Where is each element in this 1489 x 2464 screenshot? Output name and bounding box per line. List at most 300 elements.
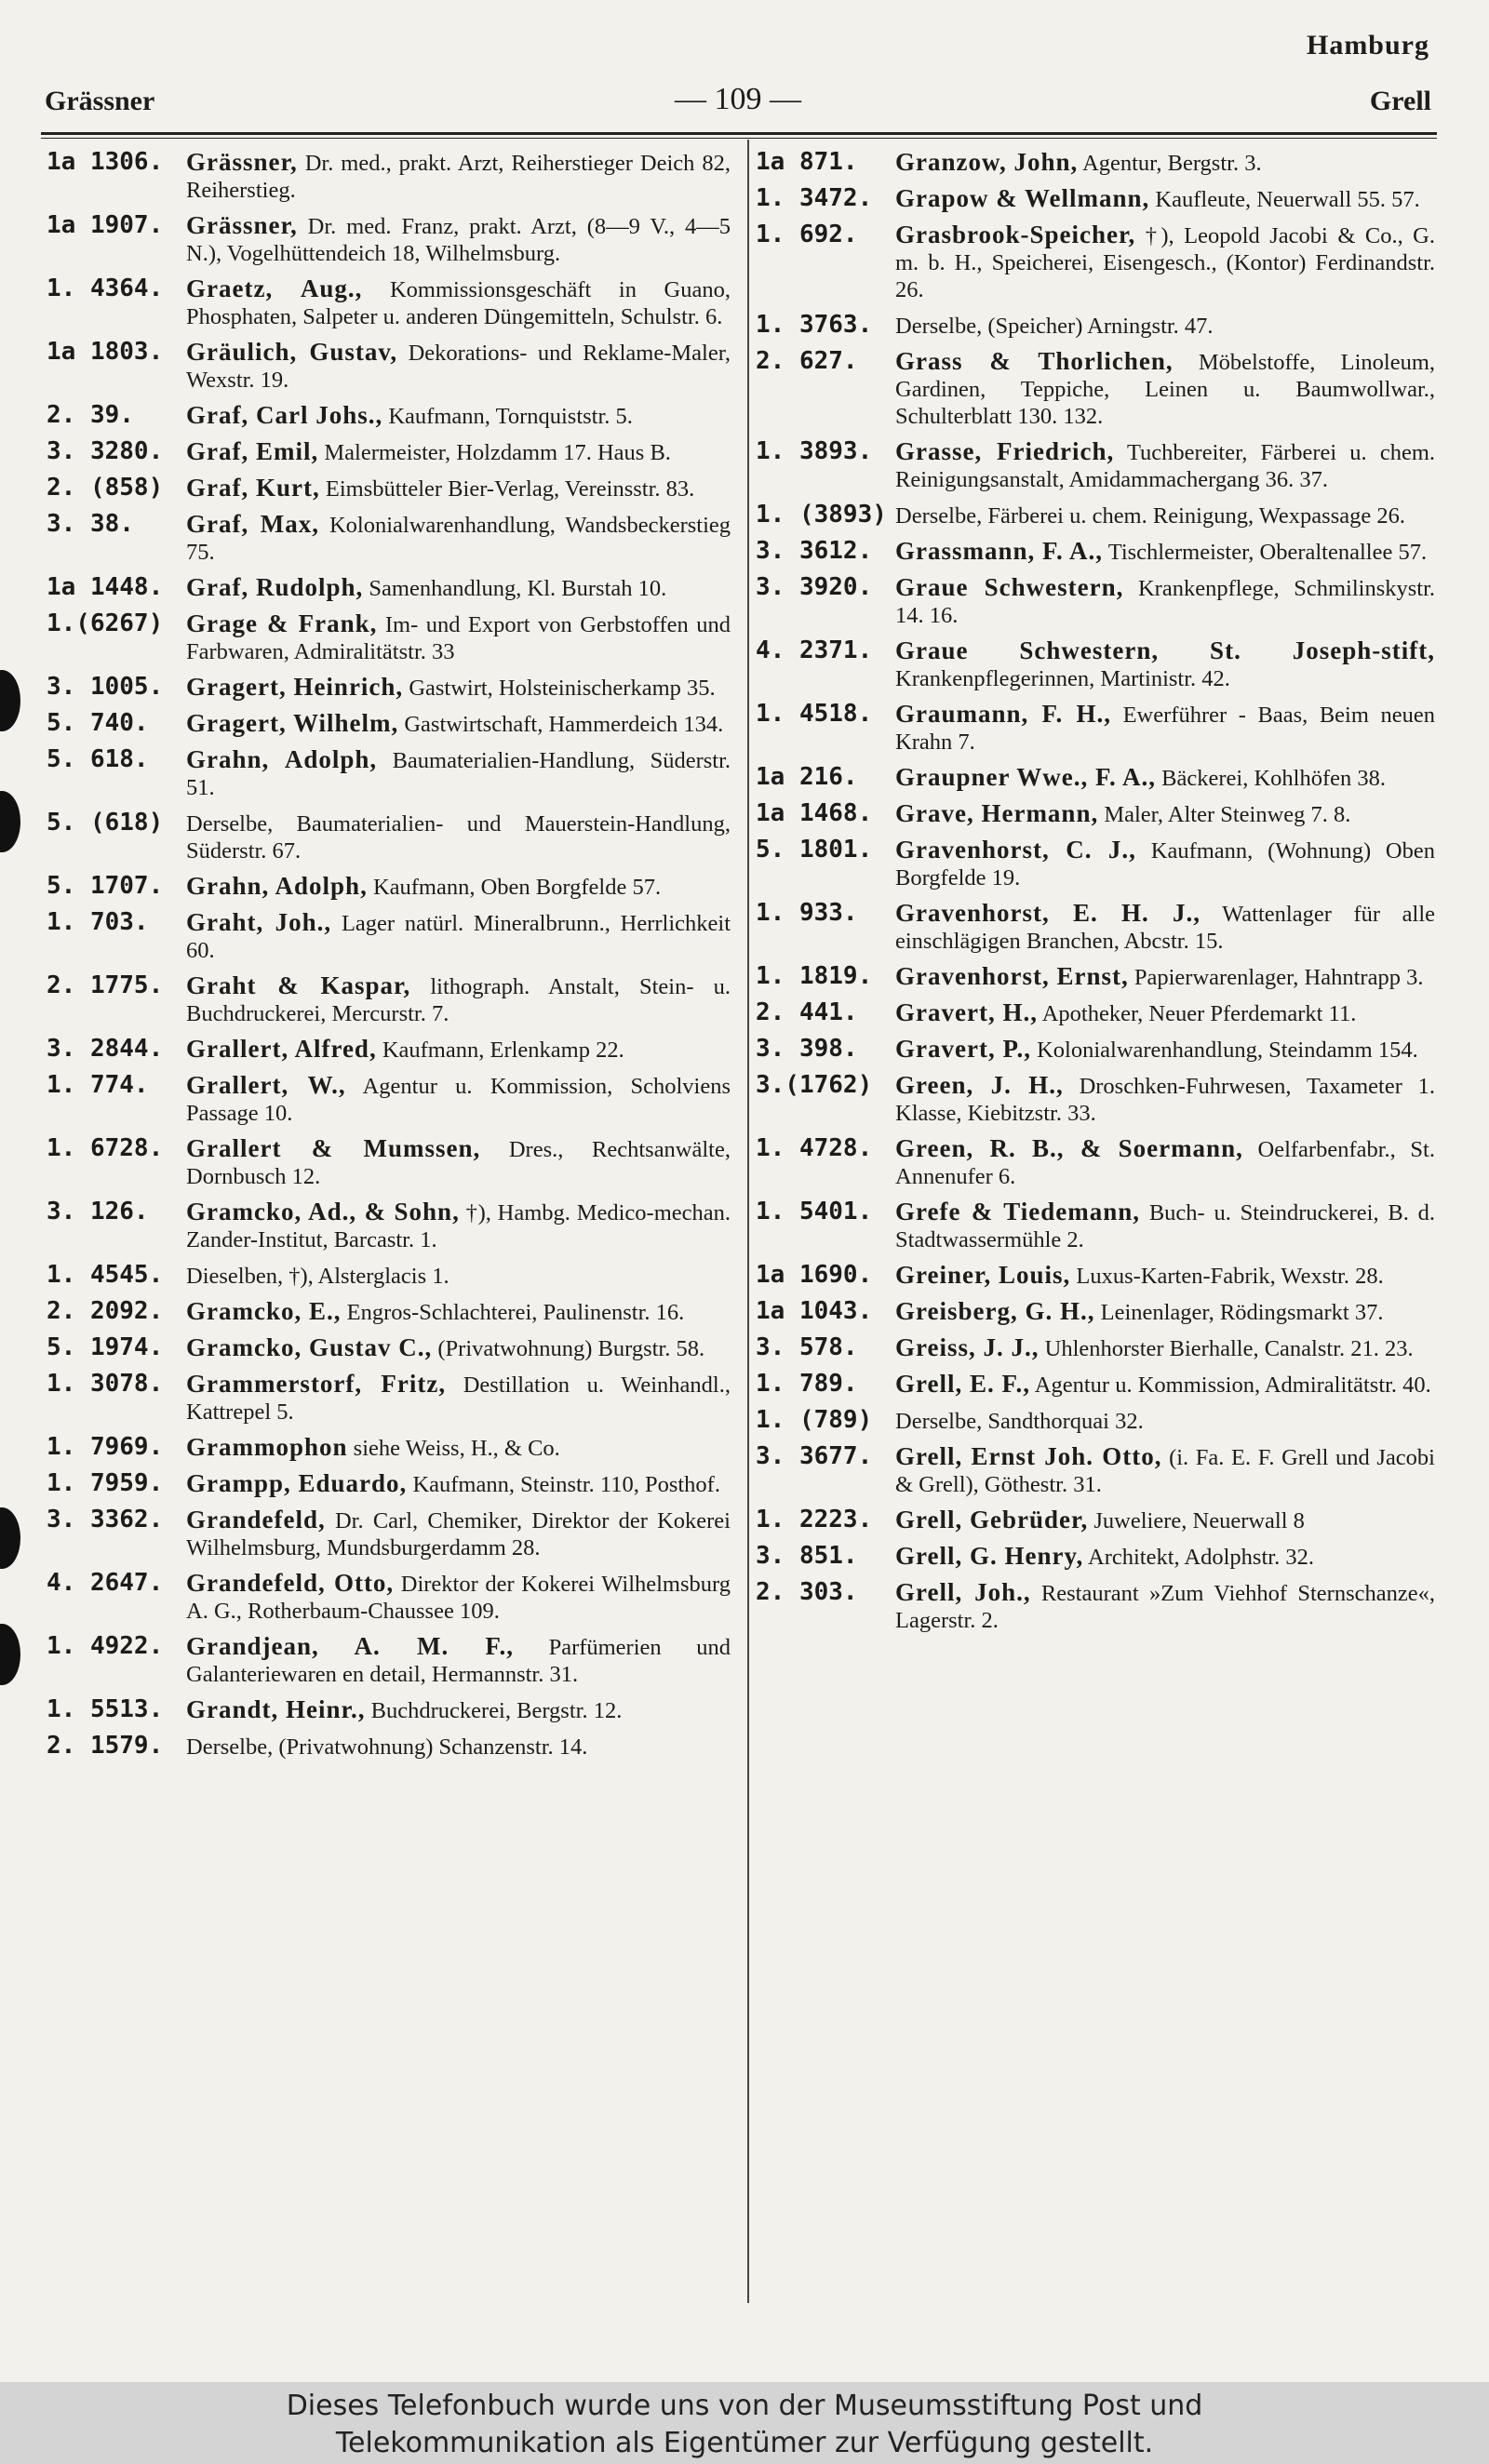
entry-description: Gastwirtschaft, Hammerdeich 134. xyxy=(404,712,724,737)
subscriber-name: Grandefeld, xyxy=(186,1506,326,1533)
entry-text xyxy=(186,402,731,430)
directory-entry xyxy=(756,837,1435,891)
phone-number: 1. 4518. xyxy=(756,700,873,728)
subscriber-name: Grammerstorf, Fritz, xyxy=(186,1370,447,1398)
directory-entry xyxy=(47,339,731,394)
phone-number: 1. 7969. xyxy=(47,1433,164,1461)
entry-description: Tischlermeister, Oberaltenallee 57. xyxy=(1107,540,1428,565)
phone-number: 1. 789. xyxy=(756,1370,858,1398)
entry-text xyxy=(186,1733,731,1761)
phone-number: 1a 1306. xyxy=(47,148,164,176)
directory-entry xyxy=(47,746,731,801)
subscriber-name: Grass & Thorlichen, xyxy=(895,347,1174,375)
directory-entry xyxy=(47,149,731,204)
directory-entry xyxy=(47,972,731,1027)
entry-text xyxy=(895,1036,1435,1064)
directory-entry xyxy=(47,1733,731,1761)
phone-number: 3. 2844. xyxy=(47,1035,164,1063)
punch-hole xyxy=(0,791,20,852)
entry-description: Kaufmann, Tornquiststr. 5. xyxy=(388,404,633,429)
entry-text xyxy=(895,637,1435,692)
entry-text xyxy=(186,1434,731,1462)
entry-text xyxy=(895,1199,1435,1253)
phone-number: 2. 39. xyxy=(47,401,134,429)
entry-text xyxy=(895,312,1435,340)
directory-entry xyxy=(756,1298,1435,1326)
entry-text xyxy=(186,1262,731,1290)
entry-description: Uhlenhorster Bierhalle, Canalstr. 21. 23. xyxy=(1044,1336,1414,1361)
subscriber-name: Graf, Rudolph, xyxy=(186,573,364,601)
entry-description: Buch- u. Steindruckerei, B. d. Stadtwassermühle 2. xyxy=(895,1200,1436,1252)
directory-entry xyxy=(47,574,731,602)
entry-description: Kommissionsgeschäft in Guano, Phosphaten, Salpeter u. anderen Düngemitteln, Schulstr. 6. xyxy=(186,277,731,329)
subscriber-name: Graf, Kurt, xyxy=(186,474,320,502)
entry-description: Lager natürl. Mineralbrunn., Herrlichkeit 60. xyxy=(186,911,731,963)
phone-number: 3. 398. xyxy=(756,1035,858,1063)
directory-entry xyxy=(756,999,1435,1027)
directory-entry xyxy=(47,1470,731,1498)
directory-entry xyxy=(47,1570,731,1625)
subscriber-name: Grave, Hermann, xyxy=(895,799,1099,827)
entry-description: †), Hambg. Medico-mechan. Zander-Institut, Barcastr. 1. xyxy=(186,1200,731,1252)
entry-description: Oelfarbenfabr., St. Annenufer 6. xyxy=(895,1137,1435,1189)
entry-description: Kolonialwarenhandlung, Steindamm 154. xyxy=(1037,1038,1418,1063)
phone-number: 1a 1043. xyxy=(756,1297,873,1325)
directory-entry xyxy=(47,1434,731,1462)
directory-entry xyxy=(756,1443,1435,1498)
entry-description: Leinenlager, Rödingsmarkt 37. xyxy=(1100,1300,1384,1325)
entry-description: Möbelstoffe, Linoleum, Gardinen, Teppiche, Leinen u. Baumwollwar., Schulterblatt 130. 132. xyxy=(895,350,1435,429)
entry-text xyxy=(186,574,731,602)
entry-description: Dekorations- und Reklame-Maler, Wexstr. 19. xyxy=(186,341,731,393)
subscriber-name: Gravenhorst, C. J., xyxy=(895,836,1136,864)
entry-text xyxy=(186,149,731,204)
entry-description: Kolonialwarenhandlung, Wandsbeckerstieg 75. xyxy=(186,513,731,565)
entry-text xyxy=(895,502,1435,529)
phone-number: 1. 4922. xyxy=(47,1632,164,1660)
entry-description: Agentur u. Kommission, Scholviens Passage 10. xyxy=(186,1074,731,1126)
entry-description: (Privatwohnung) Burgstr. 58. xyxy=(437,1336,705,1361)
directory-entry xyxy=(47,610,731,665)
entry-description: Gastwirt, Holsteinischerkamp 35. xyxy=(409,676,716,701)
entry-description: Direktor der Kokerei Wilhelmsburg A. G., Rotherbaum-Chaussee 109. xyxy=(186,1572,731,1624)
directory-entry xyxy=(47,275,731,330)
directory-entry xyxy=(47,1262,731,1290)
entry-description: Destillation u. Weinhandl., Kattrepel 5. xyxy=(186,1373,731,1425)
directory-entry xyxy=(47,1334,731,1362)
directory-entry xyxy=(756,963,1435,991)
entry-description: Parfümerien und Galanteriewaren en detail, Hermannstr. 31. xyxy=(186,1635,731,1687)
entry-description: Eimsbütteler Bier-Verlag, Vereinsstr. 83. xyxy=(325,476,695,502)
subscriber-name: Graht, Joh., xyxy=(186,908,332,936)
directory-entry xyxy=(47,475,731,502)
subscriber-name: Graue Schwestern, St. Joseph-stift, xyxy=(895,636,1435,664)
subscriber-name: Grandefeld, Otto, xyxy=(186,1569,395,1597)
footer-line-1: Dieses Telefonbuch wurde uns von der Museumsstiftung Post und xyxy=(286,2390,1203,2422)
directory-entry xyxy=(756,574,1435,629)
right-keyword: Grell xyxy=(1369,86,1431,116)
entry-description: Derselbe, (Speicher) Arningstr. 47. xyxy=(895,314,1214,339)
subscriber-name: Graetz, Aug., xyxy=(186,275,363,302)
subscriber-name: Grasbrook-Speicher, xyxy=(895,221,1136,248)
entry-description: Architekt, Adolphstr. 32. xyxy=(1088,1545,1314,1570)
entry-description: Krankenpflegerinnen, Martinistr. 42. xyxy=(895,666,1230,691)
subscriber-name: Gramcko, Ad., & Sohn, xyxy=(186,1198,460,1225)
phone-number: 1. 4728. xyxy=(756,1134,873,1162)
footer-line-2: Telekommunikation als Eigentümer zur Verfügung gestellt. xyxy=(335,2427,1154,2459)
entry-description: Kaufmann, Oben Borgfelde 57. xyxy=(372,875,662,900)
phone-number: 4. 2371. xyxy=(756,636,873,664)
entry-text xyxy=(895,701,1435,756)
subscriber-name: Gravenhorst, E. H. J., xyxy=(895,899,1201,927)
entry-text xyxy=(186,339,731,394)
directory-entry xyxy=(47,810,731,864)
entry-description: Maler, Alter Steinweg 7. 8. xyxy=(1104,802,1351,827)
phone-number: 2. 441. xyxy=(756,998,858,1026)
left-keyword: Grässner xyxy=(45,86,155,116)
phone-number: 3. 38. xyxy=(47,510,134,538)
entry-description: Kaufleute, Neuerwall 55. 57. xyxy=(1155,187,1420,212)
entry-description: Bäckerei, Kohlhöfen 38. xyxy=(1161,766,1386,791)
entry-description: Dieselben, †), Alsterglacis 1. xyxy=(186,1264,449,1289)
subscriber-name: Grefe & Tiedemann, xyxy=(895,1198,1141,1225)
directory-entry xyxy=(756,348,1435,430)
phone-number: 3. 851. xyxy=(756,1542,858,1570)
directory-entry xyxy=(47,873,731,901)
entry-text xyxy=(895,800,1435,828)
entry-text xyxy=(186,511,731,566)
entry-text xyxy=(895,963,1435,991)
phone-number: 1a 1907. xyxy=(47,211,164,239)
directory-entry xyxy=(756,1199,1435,1253)
phone-number: 1. 3893. xyxy=(756,437,873,465)
entry-description: Tuchbereiter, Färberei u. chem. Reinigungsanstalt, Amidammachergang 36. 37. xyxy=(895,440,1436,492)
phone-number: 1. (789) xyxy=(756,1406,873,1434)
entry-description: Dr. med. Franz, prakt. Arzt, (8—9 V., 4—5 N.), Vogelhüttendeich 18, Wilhelmsburg. xyxy=(186,214,731,266)
entry-description: †), Leopold Jacobi & Co., G. m. b. H., Speicherei, Eisengesch., (Kontor) Ferdinandstr. 26. xyxy=(895,223,1435,302)
subscriber-name: Grapow & Wellmann, xyxy=(895,184,1150,212)
page-header xyxy=(45,82,1431,127)
entry-text xyxy=(186,674,731,702)
directory-entry xyxy=(47,1036,731,1064)
directory-entry xyxy=(47,710,731,738)
entry-text xyxy=(186,438,731,466)
header-rule xyxy=(41,132,1437,139)
entry-text xyxy=(895,764,1435,792)
subscriber-name: Graht & Kaspar, xyxy=(186,971,411,999)
subscriber-name: Grässner, xyxy=(186,211,298,239)
directory-entry xyxy=(756,637,1435,692)
subscriber-name: Graupner Wwe., F. A., xyxy=(895,763,1157,791)
entry-text xyxy=(186,873,731,901)
entry-description: Derselbe, Färberei u. chem. Reinigung, Wexpassage 26. xyxy=(895,503,1405,529)
entry-description: Malermeister, Holzdamm 17. Haus B. xyxy=(324,440,671,465)
directory-entry xyxy=(47,1633,731,1688)
entry-text xyxy=(895,999,1435,1027)
directory-entry xyxy=(756,701,1435,756)
entry-text xyxy=(186,275,731,330)
phone-number: 1. 5401. xyxy=(756,1198,873,1225)
phone-number: 1. 774. xyxy=(47,1071,149,1099)
punch-hole xyxy=(0,1624,20,1685)
entry-text xyxy=(186,810,731,864)
subscriber-name: Gravert, H., xyxy=(895,998,1038,1026)
entry-text xyxy=(895,348,1435,430)
directory-entry xyxy=(756,1543,1435,1571)
subscriber-name: Grahn, Adolph, xyxy=(186,872,368,900)
entry-description: Derselbe, Sandthorquai 32. xyxy=(895,1409,1144,1434)
entry-description: Derselbe, (Privatwohnung) Schanzenstr. 14. xyxy=(186,1734,588,1760)
directory-entry xyxy=(756,800,1435,828)
directory-entry xyxy=(756,1262,1435,1290)
phone-number: 3. 1005. xyxy=(47,673,164,701)
entry-text xyxy=(895,1407,1435,1435)
subscriber-name: Gravenhorst, Ernst, xyxy=(895,962,1129,990)
entry-text xyxy=(186,610,731,665)
left-column xyxy=(47,149,731,1769)
entry-text xyxy=(895,1072,1435,1127)
entry-text xyxy=(186,909,731,964)
directory-entry xyxy=(47,1072,731,1127)
phone-number: 3. 3280. xyxy=(47,437,164,465)
subscriber-name: Greiss, J. J., xyxy=(895,1333,1040,1361)
phone-number: 3. 578. xyxy=(756,1333,858,1361)
phone-number: 1a 1468. xyxy=(756,799,873,827)
directory-entry xyxy=(47,438,731,466)
entry-text xyxy=(895,438,1435,493)
entry-description: (i. Fa. E. F. Grell und Jacobi & Grell), Göthestr. 31. xyxy=(895,1445,1435,1497)
entry-text xyxy=(895,574,1435,629)
entry-description: Buchdruckerei, Bergstr. 12. xyxy=(370,1698,623,1723)
phone-number: 1. 2223. xyxy=(756,1506,873,1533)
directory-entry xyxy=(47,212,731,267)
directory-entry xyxy=(47,909,731,964)
phone-number: 1. 4545. xyxy=(47,1261,164,1289)
subscriber-name: Graue Schwestern, xyxy=(895,573,1124,601)
entry-text xyxy=(186,1036,731,1064)
entry-text xyxy=(186,475,731,502)
entry-description: Droschken-Fuhrwesen, Taxameter 1. Klasse, Kiebitzstr. 33. xyxy=(895,1074,1436,1126)
phone-number: 2. 627. xyxy=(756,347,858,375)
phone-number: 1. 3763. xyxy=(756,311,873,339)
subscriber-name: Granzow, John, xyxy=(895,148,1079,176)
entry-description: Dr. med., prakt. Arzt, Reiherstieger Deich 82, Reiherstieg. xyxy=(186,151,731,203)
entry-text xyxy=(895,221,1435,303)
directory-entry xyxy=(756,764,1435,792)
directory-entry xyxy=(756,221,1435,303)
phone-number: 5. 1801. xyxy=(756,836,873,864)
phone-number: 1. 3078. xyxy=(47,1370,164,1398)
entry-text xyxy=(186,746,731,801)
subscriber-name: Grell, G. Henry, xyxy=(895,1542,1084,1570)
phone-number: 5. (618) xyxy=(47,809,164,837)
subscriber-name: Grell, Joh., xyxy=(895,1578,1031,1606)
phone-number: 1. 703. xyxy=(47,908,149,936)
entry-text xyxy=(186,1199,731,1253)
entry-text xyxy=(186,1334,731,1362)
entry-description: Kaufmann, Steinstr. 110, Posthof. xyxy=(412,1472,720,1497)
entry-text xyxy=(895,538,1435,566)
entry-description: Restaurant »Zum Viehhof Sternschanze«, Lagerstr. 2. xyxy=(895,1581,1435,1633)
phone-number: 3. 3612. xyxy=(756,537,873,565)
phone-number: 1.(6267) xyxy=(47,609,164,637)
subscriber-name: Grallert & Mumssen, xyxy=(186,1134,481,1162)
directory-entry xyxy=(756,1036,1435,1064)
subscriber-name: Green, J. H., xyxy=(895,1071,1064,1099)
directory-entry xyxy=(47,1507,731,1561)
subscriber-name: Grallert, Alfred, xyxy=(186,1035,377,1063)
entry-text xyxy=(895,185,1435,213)
phone-number: 2. 1775. xyxy=(47,971,164,999)
subscriber-name: Gramcko, Gustav C., xyxy=(186,1333,433,1361)
subscriber-name: Graf, Max, xyxy=(186,510,320,538)
directory-entry xyxy=(756,1507,1435,1534)
entry-text xyxy=(895,1334,1435,1362)
directory-entry xyxy=(47,1298,731,1326)
entry-text xyxy=(186,1633,731,1688)
phone-number: 4. 2647. xyxy=(47,1569,164,1597)
entry-description: Im- und Export von Gerbstoffen und Farbwaren, Admiralitätstr. 33 xyxy=(186,612,731,664)
entry-text xyxy=(186,1135,731,1190)
page-number: — 109 — xyxy=(675,82,801,116)
entry-description: Luxus-Karten-Fabrik, Wexstr. 28. xyxy=(1076,1264,1384,1289)
directory-entry xyxy=(47,511,731,566)
directory-entry xyxy=(47,1371,731,1426)
entry-text xyxy=(895,1543,1435,1571)
entry-description: Derselbe, Baumaterialien- und Mauerstein-Handlung, Süderstr. 67. xyxy=(186,811,731,864)
entry-text xyxy=(186,1696,731,1724)
subscriber-name: Grasse, Friedrich, xyxy=(895,437,1115,465)
subscriber-name: Gravert, P., xyxy=(895,1035,1031,1063)
directory-entry xyxy=(756,185,1435,213)
entry-description: Engros-Schlachterei, Paulinenstr. 16. xyxy=(346,1300,685,1325)
directory-entry xyxy=(756,1334,1435,1362)
footer-notice xyxy=(0,2382,1489,2464)
entry-text xyxy=(895,1262,1435,1290)
phone-number: 3. 3920. xyxy=(756,573,873,601)
subscriber-name: Grage & Frank, xyxy=(186,609,378,637)
subscriber-name: Graf, Emil, xyxy=(186,437,319,465)
phone-number: 1a 871. xyxy=(756,148,858,176)
phone-number: 1a 1803. xyxy=(47,338,164,366)
phone-number: 5. 1707. xyxy=(47,872,164,900)
subscriber-name: Grassmann, F. A., xyxy=(895,537,1104,565)
subscriber-name: Grampp, Eduardo, xyxy=(186,1469,408,1497)
directory-entry xyxy=(756,502,1435,529)
entry-text xyxy=(186,1470,731,1498)
punch-hole xyxy=(0,1507,20,1569)
directory-entry xyxy=(47,1199,731,1253)
directory-entry xyxy=(756,312,1435,340)
directory-entry xyxy=(47,674,731,702)
entry-description: Wattenlager für alle einschlägigen Branchen, Abcstr. 15. xyxy=(895,902,1436,954)
phone-number: 1a 1690. xyxy=(756,1261,873,1289)
subscriber-name: Grell, E. F., xyxy=(895,1370,1031,1398)
directory-entry xyxy=(756,1371,1435,1399)
entry-text xyxy=(895,1298,1435,1326)
entry-text xyxy=(895,1579,1435,1634)
column-divider xyxy=(747,140,749,2303)
entry-description: Dres., Rechtsanwälte, Dornbusch 12. xyxy=(186,1137,731,1189)
phone-number: 2. 303. xyxy=(756,1578,858,1606)
phone-number: 2. 1579. xyxy=(47,1732,164,1760)
entry-description: Baumaterialien-Handlung, Süderstr. 51. xyxy=(186,748,731,800)
phone-number: 2. 2092. xyxy=(47,1297,164,1325)
subscriber-name: Grammophon xyxy=(186,1433,348,1461)
phone-number: 1. 933. xyxy=(756,899,858,927)
subscriber-name: Graf, Carl Johs., xyxy=(186,401,383,429)
phone-number: 3. 3362. xyxy=(47,1506,164,1533)
directory-entry xyxy=(756,1135,1435,1190)
subscriber-name: Greiner, Louis, xyxy=(895,1261,1071,1289)
phone-number: 2. (858) xyxy=(47,474,164,502)
phone-number: 1a 216. xyxy=(756,763,858,791)
phone-number: 1. 4364. xyxy=(47,275,164,302)
directory-entry xyxy=(47,1696,731,1724)
subscriber-name: Greisberg, G. H., xyxy=(895,1297,1095,1325)
right-column xyxy=(756,149,1435,1642)
entry-description: Papierwarenlager, Hahntrapp 3. xyxy=(1134,965,1424,990)
entry-text xyxy=(186,972,731,1027)
entry-text xyxy=(895,149,1435,177)
directory-entry xyxy=(756,149,1435,177)
entry-text xyxy=(895,1507,1435,1534)
phone-number: 5. 740. xyxy=(47,709,149,737)
punch-hole xyxy=(0,670,20,731)
entry-text xyxy=(186,1371,731,1426)
directory-entry xyxy=(756,900,1435,955)
entry-text xyxy=(895,837,1435,891)
subscriber-name: Gragert, Wilhelm, xyxy=(186,709,399,737)
phone-number: 1. 692. xyxy=(756,221,858,248)
phone-number: 1. 7959. xyxy=(47,1469,164,1497)
phone-number: 1. 1819. xyxy=(756,962,873,990)
entry-description: Apotheker, Neuer Pferdemarkt 11. xyxy=(1041,1001,1357,1026)
entry-text xyxy=(895,1371,1435,1399)
entry-description: lithograph. Anstalt, Stein- u. Buchdruckerei, Mercurstr. 7. xyxy=(186,974,731,1026)
phone-number: 3. 3677. xyxy=(756,1442,873,1470)
phone-number: 1. 3472. xyxy=(756,184,873,212)
phone-number: 5. 1974. xyxy=(47,1333,164,1361)
entry-description: Ewerführer - Baas, Beim neuen Krahn 7. xyxy=(895,703,1436,755)
subscriber-name: Gramcko, E., xyxy=(186,1297,342,1325)
directory-entry xyxy=(756,438,1435,493)
subscriber-name: Grässner, xyxy=(186,148,298,176)
entry-text xyxy=(186,1298,731,1326)
entry-description: Kaufmann, Erlenkamp 22. xyxy=(382,1038,624,1063)
subscriber-name: Grandt, Heinr., xyxy=(186,1695,366,1723)
entry-text xyxy=(186,1507,731,1561)
subscriber-name: Grandjean, A. M. F., xyxy=(186,1632,514,1660)
subscriber-name: Grell, Gebrüder, xyxy=(895,1506,1089,1533)
directory-entry xyxy=(756,538,1435,566)
subscriber-name: Green, R. B., & Soermann, xyxy=(895,1134,1243,1162)
phone-number: 1. 6728. xyxy=(47,1134,164,1162)
entry-description: Agentur, Bergstr. 3. xyxy=(1082,151,1262,176)
entry-text xyxy=(186,1570,731,1625)
phone-number: 1a 1448. xyxy=(47,573,164,601)
subscriber-name: Graumann, F. H., xyxy=(895,700,1111,728)
phone-number: 3.(1762) xyxy=(756,1071,873,1099)
phone-number: 1. (3893) xyxy=(756,501,887,529)
entry-description: siehe Weiss, H., & Co. xyxy=(353,1436,560,1461)
subscriber-name: Grell, Ernst Joh. Otto, xyxy=(895,1442,1162,1470)
directory-entry xyxy=(756,1579,1435,1634)
directory-entry xyxy=(47,402,731,430)
subscriber-name: Grahn, Adolph, xyxy=(186,745,378,773)
entry-text xyxy=(186,212,731,267)
entry-description: Krankenpflege, Schmilinskystr. 14. 16. xyxy=(895,576,1436,628)
